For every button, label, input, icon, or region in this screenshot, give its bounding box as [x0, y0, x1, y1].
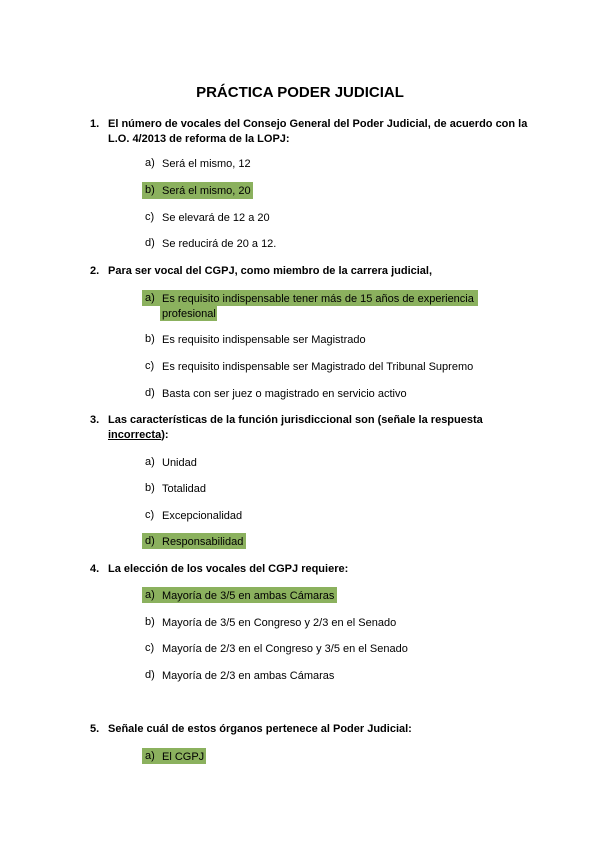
- q4-option-b-text: Mayoría de 3/5 en Congreso y 2/3 en el Senado: [162, 617, 397, 629]
- q4-option-a-text: Mayoría de 3/5 en ambas Cámaras: [162, 590, 335, 602]
- q3-option-a-text: Unidad: [162, 457, 197, 469]
- q2-option-a-letter: a): [145, 292, 155, 304]
- q5-option-a-text: El CGPJ: [162, 751, 205, 763]
- q4-option-d-text: Mayoría de 2/3 en ambas Cámaras: [162, 670, 335, 682]
- q4-option-c-text: Mayoría de 2/3 en el Congreso y 3/5 en el Senado: [162, 643, 408, 655]
- question-4-number: 4.: [90, 563, 100, 575]
- q2-option-a-text-line1: Es requisito indispensable tener más de 15 años de experiencia: [162, 293, 474, 305]
- q2-option-c-letter: c): [145, 360, 155, 372]
- q2-option-d-letter: d): [145, 387, 155, 399]
- question-3-text-prefix: Las características de la función jurisdiccional son (señale la respuesta: [108, 414, 483, 426]
- q3-option-c-letter: c): [145, 509, 155, 521]
- q3-option-d-letter: d): [145, 535, 155, 547]
- question-3-text-suffix: ):: [161, 429, 169, 441]
- q1-option-d-letter: d): [145, 237, 155, 249]
- q3-option-d-text: Responsabilidad: [162, 536, 244, 548]
- q1-option-b-text: Será el mismo, 20: [162, 185, 251, 197]
- q4-option-a-letter: a): [145, 589, 155, 601]
- q1-option-a-letter: a): [145, 157, 155, 169]
- question-1-text: El número de vocales del Consejo General del Poder Judicial, de acuerdo con la L.O. 4/2013 de reforma de la LOPJ:: [108, 118, 528, 145]
- q3-option-b-letter: b): [145, 482, 155, 494]
- q3-option-b-text: Totalidad: [162, 483, 207, 495]
- question-2-number: 2.: [90, 265, 100, 277]
- question-3-text-underlined: incorrecta: [108, 429, 162, 441]
- question-5-number: 5.: [90, 723, 100, 735]
- page-title: PRÁCTICA PODER JUDICIAL: [196, 84, 404, 101]
- question-1-number: 1.: [90, 118, 100, 130]
- q2-option-a-text-line2: profesional: [162, 308, 216, 320]
- q3-option-a-letter: a): [145, 456, 155, 468]
- q1-option-a-text: Será el mismo, 12: [162, 158, 251, 170]
- q2-option-b-letter: b): [145, 333, 155, 345]
- q3-option-c-text: Excepcionalidad: [162, 510, 243, 522]
- question-2-text: Para ser vocal del CGPJ, como miembro de la carrera judicial,: [108, 265, 433, 277]
- q5-option-a-letter: a): [145, 750, 155, 762]
- q4-option-b-letter: b): [145, 616, 155, 628]
- question-5-text: Señale cuál de estos órganos pertenece al Poder Judicial:: [108, 723, 412, 735]
- q1-option-c-text: Se elevará de 12 a 20: [162, 212, 270, 224]
- q2-option-b-text: Es requisito indispensable ser Magistrado: [162, 334, 366, 346]
- q1-option-c-letter: c): [145, 211, 155, 223]
- q4-option-c-letter: c): [145, 642, 155, 654]
- question-3-text: [108, 413, 528, 443]
- q2-option-c-text: Es requisito indispensable ser Magistrado del Tribunal Supremo: [162, 361, 474, 373]
- question-4-text: La elección de los vocales del CGPJ requiere:: [108, 563, 349, 575]
- q2-option-d-text: Basta con ser juez o magistrado en servicio activo: [162, 388, 407, 400]
- q1-option-b-letter: b): [145, 184, 155, 196]
- question-3-number: 3.: [90, 414, 100, 426]
- q4-option-d-letter: d): [145, 669, 155, 681]
- q1-option-d-text: Se reducirá de 20 a 12.: [162, 238, 277, 250]
